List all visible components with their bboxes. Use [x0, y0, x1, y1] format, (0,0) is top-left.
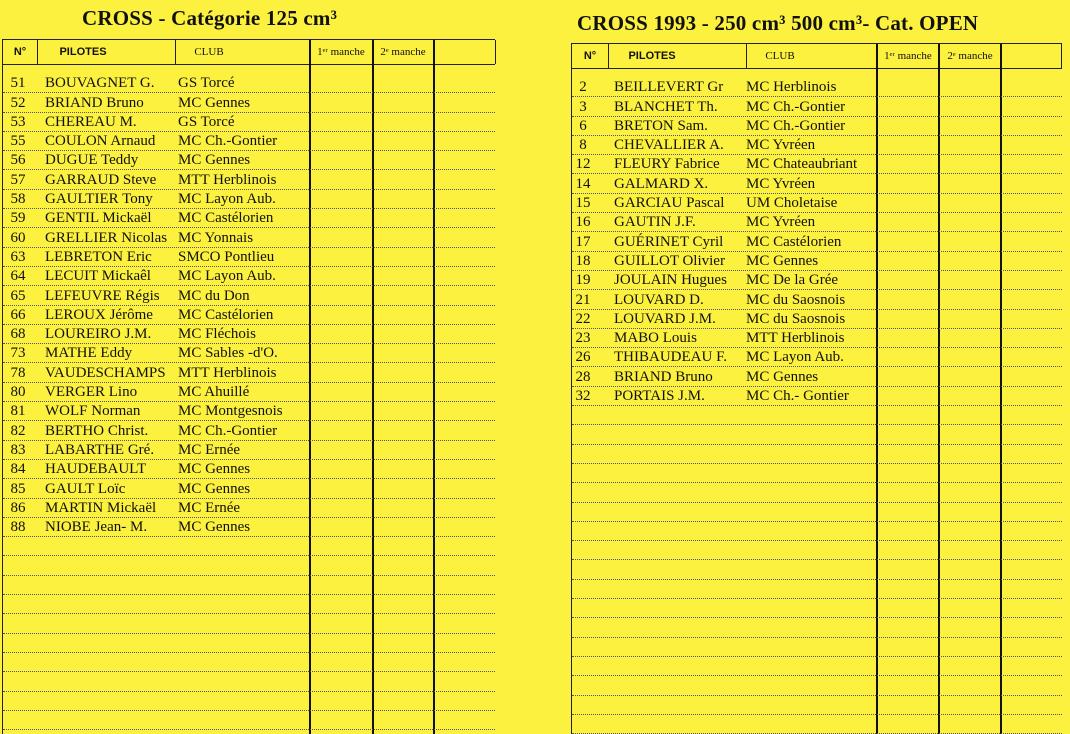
rider-number: 60 — [10, 229, 26, 246]
header-pilots: PILOTES — [628, 50, 676, 62]
rider-club: MC Ernée — [178, 441, 241, 458]
table-row — [572, 540, 1062, 560]
rider-club: MC Layon Aub. — [178, 268, 276, 285]
rider-number: 56 — [10, 152, 26, 169]
rider-name: GALMARD X. — [614, 175, 709, 192]
rider-number: 78 — [10, 364, 26, 381]
rider-name: THIBAUDEAU F. — [614, 349, 727, 366]
rider-number: 52 — [10, 94, 26, 111]
table-header — [3, 40, 495, 65]
table-row — [3, 208, 495, 228]
rider-club: GS Torcé — [178, 75, 235, 92]
rider-club: MC Ahuillé — [178, 384, 250, 401]
rider-club: MC Gennes — [178, 152, 251, 169]
header-finale — [1001, 44, 1061, 68]
rider-club: MC Gennes — [178, 461, 251, 478]
col-divider — [175, 40, 176, 64]
rider-number: 18 — [575, 252, 591, 269]
rider-number: 73 — [10, 345, 26, 362]
rider-club: MC Yvréen — [746, 214, 816, 231]
rider-number: 80 — [10, 384, 26, 401]
table-row — [3, 266, 495, 286]
rider-name: GRELLIER Nicolas — [45, 229, 168, 246]
results-table — [571, 43, 1062, 734]
rider-number: 2 — [579, 79, 587, 96]
table-row — [572, 386, 1062, 406]
table-row — [3, 691, 495, 711]
table-row — [3, 131, 495, 151]
rider-number: 59 — [10, 210, 26, 227]
rider-name: GARRAUD Steve — [45, 171, 157, 188]
table-row — [572, 135, 1062, 155]
rider-name: VAUDESCHAMPS — [45, 364, 166, 381]
rider-number: 51 — [10, 75, 26, 92]
rider-number: 88 — [10, 519, 26, 536]
table-row — [3, 613, 495, 633]
rider-number: 65 — [10, 287, 26, 304]
rider-club: MC du Saosnois — [746, 310, 846, 327]
table-header — [572, 44, 1062, 69]
rider-name: JOULAIN Hugues — [614, 272, 727, 289]
table-row — [3, 459, 495, 479]
rider-club: MC Layon Aub. — [178, 191, 276, 208]
rider-number: 58 — [10, 191, 26, 208]
rider-name: LEROUX Jérôme — [45, 306, 153, 323]
rider-number: 85 — [10, 480, 26, 497]
table-row — [3, 556, 495, 576]
rider-number: 8 — [579, 137, 587, 154]
rider-number: 26 — [575, 349, 591, 366]
rider-number: 81 — [10, 403, 26, 420]
rider-club: MC Sables -d'O. — [178, 345, 278, 362]
table-row — [572, 231, 1062, 251]
table-row — [572, 444, 1062, 464]
rider-name: LEBRETON Eric — [45, 248, 152, 265]
table-row — [3, 420, 495, 440]
col-divider — [608, 44, 609, 68]
table-row — [572, 193, 1062, 213]
rider-name: GARCIAU Pascal — [614, 195, 725, 212]
table-row — [572, 714, 1062, 734]
rider-name: GAULT Loïc — [45, 480, 126, 497]
rider-number: 15 — [575, 195, 591, 212]
table-row — [572, 154, 1062, 174]
rider-number: 64 — [10, 268, 26, 285]
col-divider — [37, 40, 38, 64]
rider-number: 84 — [10, 461, 26, 478]
header-num: N° — [13, 46, 27, 58]
rider-number: 16 — [575, 214, 591, 231]
rider-number: 57 — [10, 171, 26, 188]
table-row — [3, 363, 495, 383]
rider-name: LABARTHE Gré. — [45, 441, 155, 458]
table-row — [3, 440, 495, 460]
rider-club: MC Fléchois — [178, 326, 256, 343]
rider-name: BRETON Sam. — [614, 117, 708, 134]
rider-club: SMCO Pontlieu — [178, 248, 275, 265]
rider-number: 17 — [575, 233, 591, 250]
rider-number: 55 — [10, 133, 26, 150]
rider-number: 21 — [575, 291, 591, 308]
rider-number: 53 — [10, 113, 26, 130]
rider-club: MC du Saosnois — [746, 291, 846, 308]
rider-name: BEILLEVERT Gr — [614, 79, 724, 96]
table-row — [572, 656, 1062, 676]
table-row — [572, 502, 1062, 522]
table-row — [3, 498, 495, 518]
rider-name: LECUIT Mickaêl — [45, 268, 151, 285]
table-row — [572, 289, 1062, 309]
table-row — [572, 521, 1062, 541]
rider-club: MC Castélorien — [746, 233, 842, 250]
rider-name: DUGUE Teddy — [45, 152, 139, 169]
rider-number: 23 — [575, 330, 591, 347]
table-row — [572, 116, 1062, 136]
rider-number: 28 — [575, 368, 591, 385]
rider-club: MC Gennes — [746, 368, 819, 385]
rider-name: CHEREAU M. — [45, 113, 137, 130]
table-row — [3, 382, 495, 402]
rider-club: MC Ch.- Gontier — [746, 388, 849, 405]
rider-name: PORTAIS J.M. — [614, 388, 705, 405]
rider-name: MABO Louis — [614, 330, 697, 347]
rider-name: HAUDEBAULT — [45, 461, 147, 478]
rider-name: COULON Arnaud — [45, 133, 156, 150]
rider-club: MC Layon Aub. — [746, 349, 844, 366]
rider-club: MC Chateaubriant — [746, 156, 858, 173]
rider-club: MC du Don — [178, 287, 250, 304]
rider-name: LOUVARD D. — [614, 291, 704, 308]
table-row — [572, 212, 1062, 232]
table-row — [3, 710, 495, 730]
rider-number: 6 — [579, 117, 587, 134]
rider-name: GAULTIER Tony — [45, 191, 153, 208]
table-row — [3, 227, 495, 247]
header-manche-2: 2ᵉ manche — [947, 50, 993, 62]
rider-name: LOUREIRO J.M. — [45, 326, 152, 343]
table-row — [572, 617, 1062, 637]
rider-number: 14 — [575, 175, 591, 192]
rider-name: MATHE Eddy — [45, 345, 133, 362]
rider-number: 19 — [575, 272, 591, 289]
table-row — [572, 347, 1062, 367]
table-row — [572, 463, 1062, 483]
rider-number: 12 — [575, 156, 591, 173]
sheet-title: CROSS 1993 - 250 cm³ 500 cm³- Cat. OPEN — [577, 11, 979, 35]
table-row — [572, 251, 1062, 271]
table-row — [3, 517, 495, 537]
rider-club: MC De la Grée — [746, 272, 839, 289]
rider-club: MC Ch.-Gontier — [746, 117, 846, 134]
table-row — [572, 598, 1062, 618]
table-row — [3, 652, 495, 672]
rider-name: FLEURY Fabrice — [614, 156, 720, 173]
col-divider — [746, 44, 747, 68]
header-club: CLUB — [194, 46, 224, 58]
table-row — [3, 594, 495, 614]
table-row — [3, 285, 495, 305]
sheet-title: CROSS - Catégorie 125 cm³ — [82, 6, 338, 30]
rider-number: 63 — [10, 248, 26, 265]
table-row — [572, 96, 1062, 116]
rider-club: MC Gennes — [178, 94, 251, 111]
rider-number: 68 — [10, 326, 26, 343]
col-divider-right — [1061, 44, 1062, 68]
rider-name: NIOBE Jean- M. — [45, 519, 148, 536]
table-row — [3, 73, 495, 93]
rider-name: BOUVAGNET G. — [45, 75, 155, 92]
table-row — [3, 478, 495, 498]
rider-club: MC Ch.-Gontier — [178, 133, 278, 150]
table-row — [572, 367, 1062, 387]
table-row — [572, 675, 1062, 695]
table-row — [572, 560, 1062, 580]
table-row — [3, 401, 495, 421]
rider-name: GAUTIN J.F. — [614, 214, 696, 231]
rider-name: GENTIL Mickaël — [45, 210, 152, 227]
rider-name: GUILLOT Olivier — [614, 252, 725, 269]
rider-club: MC Ch.-Gontier — [178, 422, 278, 439]
rider-number: 32 — [575, 388, 591, 405]
table-row — [3, 189, 495, 209]
header-pilots: PILOTES — [59, 46, 107, 58]
table-row — [3, 324, 495, 344]
rider-club: MC Gennes — [178, 480, 251, 497]
rider-number: 22 — [575, 310, 591, 327]
rider-club: GS Torcé — [178, 113, 235, 130]
table-row — [572, 424, 1062, 444]
rider-name: BLANCHET Th. — [614, 98, 718, 115]
rider-number: 83 — [10, 441, 26, 458]
rider-club: MC Yvréen — [746, 175, 816, 192]
rider-number: 82 — [10, 422, 26, 439]
table-row — [572, 270, 1062, 290]
table-row — [3, 170, 495, 190]
header-manche-2: 2ᵉ manche — [380, 46, 426, 58]
rider-name: WOLF Norman — [45, 403, 141, 420]
header-club: CLUB — [765, 50, 795, 62]
rider-club: MC Gennes — [178, 519, 251, 536]
col-divider-right — [495, 40, 496, 64]
table-row — [572, 579, 1062, 599]
table-row — [3, 536, 495, 556]
rider-name: MARTIN Mickaël — [45, 499, 157, 516]
rider-club: MC Castélorien — [178, 210, 274, 227]
table-row — [572, 695, 1062, 715]
rider-club: MC Herblinois — [746, 79, 837, 96]
table-row — [3, 92, 495, 112]
header-finale — [433, 40, 495, 64]
table-row — [3, 112, 495, 132]
header-manche-1: 1ᵉʳ manche — [317, 46, 365, 58]
rider-name: LOUVARD J.M. — [614, 310, 716, 327]
rider-club: MC Yonnais — [178, 229, 254, 246]
table-row — [3, 671, 495, 691]
table-row — [3, 575, 495, 595]
rider-name: BRIAND Bruno — [45, 94, 144, 111]
results-table — [2, 39, 495, 734]
rider-club: UM Choletaise — [746, 195, 838, 212]
rider-name: LEFEUVRE Régis — [45, 287, 160, 304]
table-row — [3, 305, 495, 325]
table-row — [3, 247, 495, 267]
table-row — [572, 77, 1062, 97]
rider-number: 86 — [10, 499, 26, 516]
rider-name: VERGER Lino — [45, 384, 138, 401]
header-manche-1: 1ᵉʳ manche — [884, 50, 932, 62]
table-row — [3, 633, 495, 653]
table-row — [3, 343, 495, 363]
rider-club: MTT Herblinois — [746, 330, 845, 347]
table-row — [572, 309, 1062, 329]
rider-club: MTT Herblinois — [178, 364, 277, 381]
table-row — [572, 482, 1062, 502]
rider-club: MC Castélorien — [178, 306, 274, 323]
rider-number: 66 — [10, 306, 26, 323]
table-row — [3, 150, 495, 170]
rider-club: MC Ch.-Gontier — [746, 98, 846, 115]
rider-name: CHEVALLIER A. — [614, 137, 724, 154]
table-row — [572, 637, 1062, 657]
rider-club: MC Gennes — [746, 252, 819, 269]
table-row — [572, 174, 1062, 194]
table-row — [572, 405, 1062, 425]
rider-club: MC Ernée — [178, 499, 241, 516]
table-row — [572, 328, 1062, 348]
rider-number: 3 — [579, 98, 587, 115]
rider-club: MC Montgesnois — [178, 403, 283, 420]
rider-name: BRIAND Bruno — [614, 368, 713, 385]
header-num: N° — [583, 50, 597, 62]
rider-name: GUÉRINET Cyril — [614, 233, 724, 250]
rider-club: MTT Herblinois — [178, 171, 277, 188]
rider-name: BERTHO Christ. — [45, 422, 149, 439]
rider-club: MC Yvréen — [746, 137, 816, 154]
